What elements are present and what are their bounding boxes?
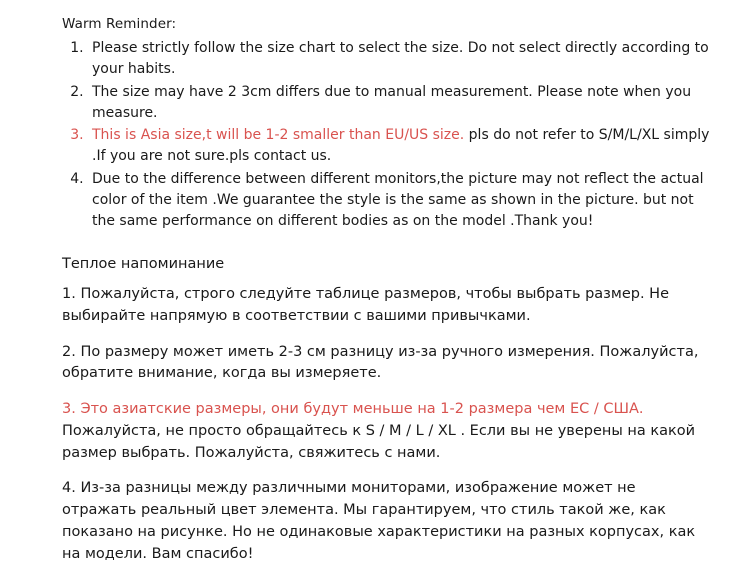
english-item-3-text: This is Asia size,t will be 1-2 smaller than EU/US size. bbox=[92, 127, 465, 144]
english-item-4-text: Due to the difference between different monitors,the picture may not reflect the actual color of the item .We guarantee the style is the same as shown in the picture. but not the same performance on different bodies as on the model .Thank you! bbox=[92, 170, 704, 230]
russian-paragraph-3-tail: Пожалуйста, не просто обращайтесь к S / M / L / XL . Если вы не уверены на какой размер выбрать. Пожалуйста, свяжитесь с нами. bbox=[62, 422, 696, 461]
russian-paragraph-2: 2. По размеру может иметь 2-3 см разницу из-за ручного измерения. Пожалуйста, обратите внимание, когда вы измеряете. bbox=[62, 343, 699, 382]
english-list-item-3 bbox=[88, 125, 714, 168]
russian-paragraph-3-text: 3. Это азиатские размеры, они будут меньше на 1-2 размера чем ЕС / США. bbox=[62, 401, 644, 418]
english-item-3-tail: pls do not refer to S/M/L/XL simply .If you are not sure.pls contact us. bbox=[92, 127, 710, 165]
english-reminder-list bbox=[62, 38, 714, 232]
english-list-item-2 bbox=[88, 82, 714, 125]
russian-paragraph-4: 4. Из-за разницы между различными мониторами, изображение может не отражать реальный цвет элемента. Мы гарантируем, что стиль такой же, как показано на рисунке. Но не одинаковые характеристики на разных корпусах, как на модели. Вам спасибо! bbox=[62, 480, 696, 562]
english-item-1-text: Please strictly follow the size chart to select the size. Do not select directly according to your habits. bbox=[92, 40, 709, 78]
english-list-item-4 bbox=[88, 169, 714, 233]
english-list-item-1 bbox=[88, 38, 714, 81]
russian-section-title: Теплое напоминание bbox=[62, 256, 225, 273]
russian-section bbox=[62, 254, 714, 565]
english-item-2-text: The size may have 2 3cm differs due to manual measurement. Please note when you measure. bbox=[92, 83, 692, 121]
russian-paragraph-1: 1. Пожалуйста, строго следуйте таблице размеров, чтобы выбрать размер. Не выбирайте напрямую в соответствии с вашими привычками. bbox=[62, 286, 670, 324]
english-section-title: Warm Reminder: bbox=[62, 16, 177, 32]
russian-paragraph-3 bbox=[62, 399, 714, 464]
